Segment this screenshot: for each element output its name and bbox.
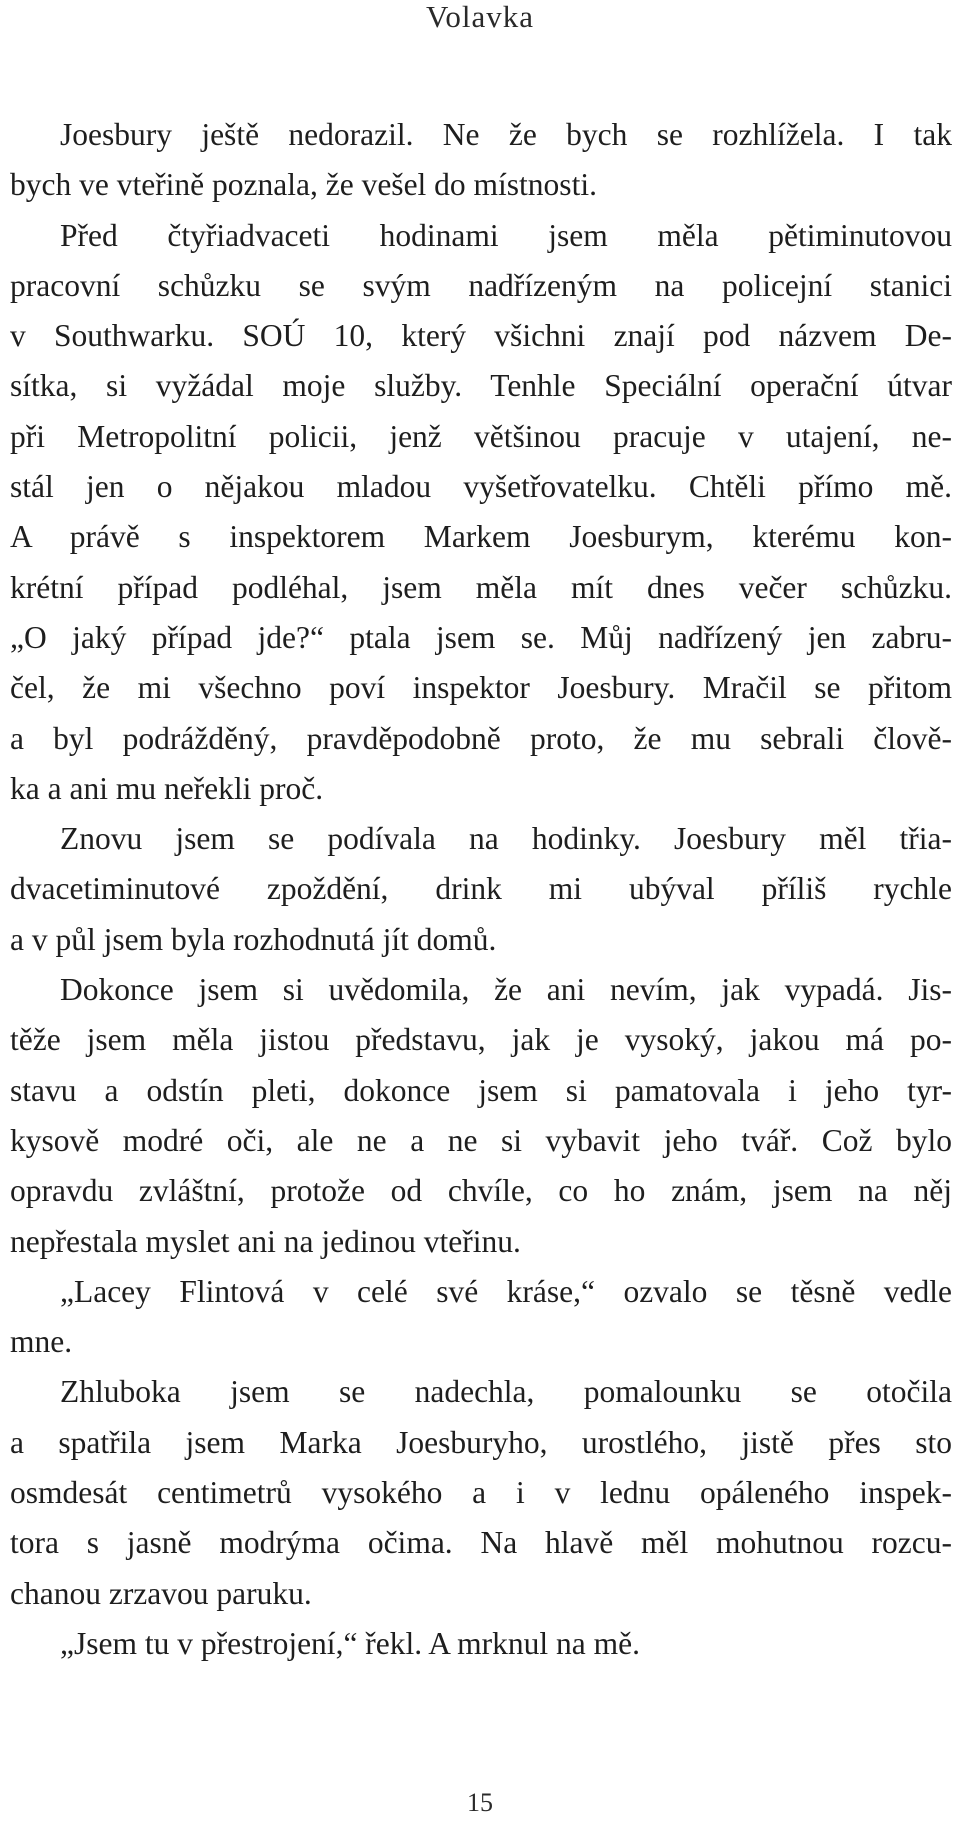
running-head: Volavka [425, 0, 535, 34]
text-line: osmdesát centimetrů vysokého a i v lednu opáleného inspek- [10, 1475, 952, 1511]
text-line: A právě s inspektorem Markem Joesburym, kterému kon- [10, 519, 952, 555]
text-line: Před čtyřiadvaceti hodinami jsem měla pětiminutovou [60, 217, 952, 253]
page-number: 15 [467, 1788, 493, 1817]
text-line: „Lacey Flintová v celé své kráse,“ ozvalo se těsně vedle [60, 1273, 952, 1309]
text-line: „O jaký případ jde?“ ptala jsem se. Můj nadřízený jen zabru- [10, 619, 952, 655]
text-line: kysově modré oči, ale ne a ne si vybavit jeho tvář. Což bylo [10, 1122, 952, 1158]
text-line: Znovu jsem se podívala na hodinky. Joesbury měl třia- [60, 821, 952, 857]
text-line: dvacetiminutové zpoždění, drink mi ubýval příliš rychle [10, 871, 952, 907]
text-line: nepřestala myslet ani na jedinou vteřinu. [10, 1223, 521, 1259]
text-line: sítka, si vyžádal moje služby. Tenhle Speciální operační útvar [10, 368, 952, 404]
text-line: a spatřila jsem Marka Joesburyho, urostlého, jistě přes sto [10, 1424, 952, 1460]
text-line: čel, že mi všechno poví inspektor Joesbury. Mračil se přitom [10, 670, 952, 706]
text-line: Zhluboka jsem se nadechla, pomalounku se otočila [60, 1374, 952, 1410]
text-line: ka a ani mu neřekli proč. [10, 770, 324, 806]
text-line: pracovní schůzku se svým nadřízeným na policejní stanici [10, 267, 952, 303]
text-line: tora s jasně modrýma očima. Na hlavě měl mohutnou rozcu- [10, 1525, 952, 1561]
body-text [10, 110, 952, 1669]
text-line: opravdu zvláštní, protože od chvíle, co ho znám, jsem na něj [10, 1173, 952, 1209]
text-line: Dokonce jsem si uvědomila, že ani nevím, jak vypadá. Jis- [60, 972, 952, 1008]
text-line: chanou zrzavou paruku. [10, 1575, 312, 1611]
text-line: mne. [10, 1324, 73, 1360]
text-line: krétní případ podléhal, jsem měla mít dnes večer schůzku. [10, 569, 952, 605]
text-line: a byl podrážděný, pravděpodobně proto, že mu sebrali člově- [10, 720, 952, 756]
text-line: „Jsem tu v přestrojení,“ řekl. A mrknul na mě. [60, 1625, 640, 1661]
text-line: a v půl jsem byla rozhodnutá jít domů. [10, 921, 497, 957]
text-line: bych ve vteřině poznala, že vešel do místnosti. [10, 167, 597, 203]
text-line: stavu a odstín pleti, dokonce jsem si pamatovala i jeho tyr- [10, 1072, 952, 1108]
text-line: stál jen o nějakou mladou vyšetřovatelku. Chtěli přímo mě. [10, 469, 952, 505]
text-line: v Southwarku. SOÚ 10, který všichni znají pod názvem De- [10, 318, 952, 354]
text-line: při Metropolitní policii, jenž většinou pracuje v utajení, ne- [10, 418, 952, 454]
text-line: těže jsem měla jistou představu, jak je vysoký, jakou má po- [10, 1022, 952, 1058]
text-line: Joesbury ještě nedorazil. Ne že bych se rozhlížela. I tak [60, 117, 952, 152]
